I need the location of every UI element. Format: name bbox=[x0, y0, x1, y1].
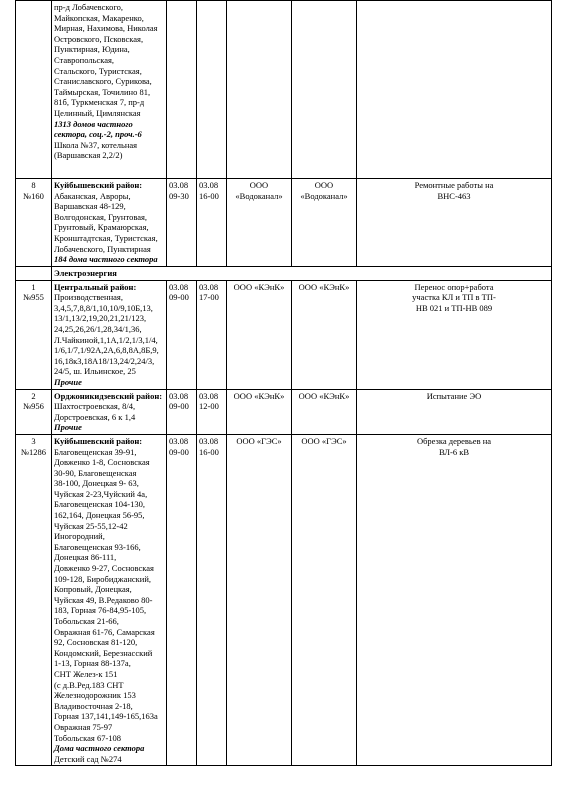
address-line: Чуйская 49, В.Редаково 80- bbox=[54, 594, 153, 605]
end-time: 12-00 bbox=[199, 401, 219, 412]
start-date: 03.08 bbox=[169, 281, 189, 292]
work-description-cell bbox=[357, 179, 552, 267]
work-description-cell bbox=[357, 434, 552, 765]
housing-note: Прочие bbox=[54, 422, 82, 433]
contractor-name: ООО bbox=[314, 180, 334, 190]
start-time-cell bbox=[167, 179, 197, 267]
end-time-cell bbox=[197, 1, 227, 179]
request-id: №1286 bbox=[20, 446, 47, 457]
end-date: 03.08 bbox=[199, 390, 219, 401]
address-line: 30-90, Благовещенская bbox=[54, 467, 137, 478]
work-description: Обрезка деревьев на bbox=[416, 435, 492, 446]
end-date: 03.08 bbox=[199, 435, 219, 446]
address-line: Л.Чайкиной,1,1А,1/2,1/3,1/4, bbox=[54, 334, 158, 345]
work-description: Испытание ЭО bbox=[426, 390, 482, 401]
contractor-name: ООО «КЭнК» bbox=[298, 390, 350, 401]
contractor-cell bbox=[292, 389, 357, 434]
work-description: Ремонтные работы на bbox=[414, 180, 494, 190]
request-id: №956 bbox=[23, 401, 44, 412]
address-line: Станиславского, Сурикова, bbox=[54, 76, 152, 87]
address-line: Чуйская 25-55,12-42 bbox=[54, 520, 128, 531]
address-line: Овражная 61-76, Самарская bbox=[54, 626, 155, 637]
address-line: Железнодорожник 153 bbox=[54, 690, 136, 701]
address-line: Школа №37, котельная bbox=[54, 139, 138, 150]
organization-cell bbox=[227, 280, 292, 389]
table-row bbox=[16, 179, 552, 267]
work-description-cell bbox=[357, 389, 552, 434]
address-line: Пунктирная, Юдина, bbox=[54, 44, 130, 55]
start-time: 09-00 bbox=[169, 401, 189, 412]
row-number-cell bbox=[16, 267, 52, 281]
district-name: Куйбышевский район: bbox=[54, 180, 143, 190]
address-cell bbox=[52, 280, 167, 389]
address-line: Варшавская 48-129, bbox=[54, 201, 126, 212]
address-line: (с д.В.Ред.183 СНТ bbox=[54, 679, 124, 690]
contractor-cell bbox=[292, 179, 357, 267]
district-name: Центральный район: bbox=[54, 281, 137, 292]
request-id: №955 bbox=[23, 292, 44, 303]
housing-note: 1313 домов частного bbox=[54, 118, 133, 129]
contractor-cell bbox=[292, 280, 357, 389]
address-line: Горная 137,141,149-165,163а bbox=[54, 711, 158, 722]
organization-name: ООО bbox=[249, 180, 269, 190]
row-number-cell bbox=[16, 389, 52, 434]
address-line: Таймырская, Точилино 81, bbox=[54, 86, 151, 97]
address-line: Кондомский, Березнасский bbox=[54, 647, 153, 658]
contractor-name: ООО «ГЭС» bbox=[301, 435, 347, 446]
end-time: 16-00 bbox=[199, 190, 219, 201]
organization-cell bbox=[227, 434, 292, 765]
address-line: Майкопская, Макаренко, bbox=[54, 12, 144, 23]
address-line: СНТ Желез-к 151 bbox=[54, 668, 118, 679]
row-number-cell bbox=[16, 280, 52, 389]
end-time-cell bbox=[197, 280, 227, 389]
address-line: 38-100, Донецкая 9- 63, bbox=[54, 478, 139, 489]
end-time-cell bbox=[197, 179, 227, 267]
district-name: Куйбышевский район: bbox=[54, 435, 143, 446]
address-line: 16,18к3,18А18/13,24/2,24/3, bbox=[54, 355, 155, 366]
address-line: 1/6,1/7,1/92А,2А,6,8,8А,8Б,9, bbox=[54, 345, 159, 356]
housing-note: 184 дома частного сектора bbox=[54, 254, 158, 265]
address-line: Овражная 75-97 bbox=[54, 721, 113, 732]
start-date: 03.08 bbox=[169, 180, 189, 190]
end-date: 03.08 bbox=[199, 281, 219, 292]
address-line: Островского, Псковская, bbox=[54, 33, 144, 44]
work-description-cell bbox=[357, 280, 552, 389]
address-line: Шахтостроевская, 8/4, bbox=[54, 401, 136, 412]
work-description: ВНС-463 bbox=[437, 190, 471, 201]
row-number: 8 bbox=[31, 180, 36, 190]
address-line: Донецкая 86-111, bbox=[54, 552, 117, 563]
start-time: 09-30 bbox=[169, 190, 189, 201]
address-line: Довженко 9-27, Сосновская bbox=[54, 563, 154, 574]
address-line: Тобольская 67-108 bbox=[54, 732, 122, 743]
work-description-cell bbox=[357, 1, 552, 179]
address-line: Иногородний, bbox=[54, 531, 105, 542]
table-row bbox=[16, 1, 552, 179]
housing-note: Прочие bbox=[54, 376, 82, 387]
address-line: Кронштадтская, Туристская, bbox=[54, 232, 158, 243]
contractor-cell bbox=[292, 434, 357, 765]
table-row bbox=[16, 280, 552, 389]
address-line: Мирная, Нахимова, Николая bbox=[54, 23, 158, 34]
work-description: участка КЛ и ТП в ТП- bbox=[412, 292, 496, 303]
address-line: Целинный, Цимлянская bbox=[54, 107, 141, 118]
row-number-cell bbox=[16, 179, 52, 267]
outage-table bbox=[15, 0, 552, 766]
end-date: 03.08 bbox=[199, 180, 219, 190]
address-line: 24/5, ш. Ильинское, 25 bbox=[54, 366, 136, 377]
address-line: Тобольская 21-66, bbox=[54, 616, 119, 626]
address-cell bbox=[52, 1, 167, 179]
address-line: Копровый, Донецкая, bbox=[54, 584, 132, 595]
address-line: Дорстроевская, 6 к 1,4 bbox=[54, 411, 136, 422]
district-name: Орджоникидзевский район: bbox=[54, 390, 163, 401]
row-number: 1 bbox=[31, 281, 36, 292]
housing-note: Дома частного сектора bbox=[54, 743, 145, 754]
section-title: Электроэнергия bbox=[54, 268, 117, 278]
address-line: Детский сад №274 bbox=[54, 753, 122, 764]
address-line: 1-13, Горная 88-137а, bbox=[54, 658, 131, 669]
start-date: 03.08 bbox=[169, 390, 189, 401]
section-row bbox=[16, 267, 552, 281]
address-cell bbox=[52, 179, 167, 267]
organization-name: ООО «ГЭС» bbox=[236, 435, 282, 446]
contractor-name: ООО «КЭнК» bbox=[298, 281, 350, 292]
address-line: Лобачевского, Пунктирная bbox=[54, 243, 151, 254]
end-time: 16-00 bbox=[199, 446, 219, 457]
address-line: Ставропольская, bbox=[54, 54, 115, 65]
organization-cell bbox=[227, 1, 292, 179]
address-line: Благовещенская 39-91, bbox=[54, 446, 137, 457]
table-row bbox=[16, 434, 552, 765]
address-line: 183, Горная 76-84,95-105, bbox=[54, 605, 147, 616]
section-header bbox=[52, 267, 552, 281]
start-time: 09-00 bbox=[169, 292, 189, 303]
organization-name: ООО «КЭнК» bbox=[233, 390, 285, 401]
address-line: 13/1,13/2,19,20,21,21/123, bbox=[54, 313, 147, 324]
address-line: Волгодонская, Грунтовая, bbox=[54, 211, 148, 222]
start-time-cell bbox=[167, 434, 197, 765]
start-time-cell bbox=[167, 1, 197, 179]
row-number-cell bbox=[16, 1, 52, 179]
organization-cell bbox=[227, 389, 292, 434]
work-description: Перенос опор+работа bbox=[414, 281, 494, 292]
organization-cell bbox=[227, 179, 292, 267]
address-line: 109-128, Биробиджанский, bbox=[54, 573, 152, 584]
address-line: Благовещенская 104-130, bbox=[54, 499, 145, 510]
address-cell bbox=[52, 434, 167, 765]
start-time-cell bbox=[167, 280, 197, 389]
address-line: Благовещенская 93-166, bbox=[54, 541, 141, 552]
row-number-cell bbox=[16, 434, 52, 765]
start-time-cell bbox=[167, 389, 197, 434]
address-line: 162,164, Донецкая 56-95, bbox=[54, 510, 145, 521]
row-number: 2 bbox=[31, 390, 36, 401]
address-line: Владивосточная 2-18, bbox=[54, 700, 133, 711]
address-line: 24,25,26,26/1,28,34/1,36, bbox=[54, 323, 142, 334]
work-description: НВ 021 и ТП-НВ 089 bbox=[415, 302, 493, 313]
contractor-cell bbox=[292, 1, 357, 179]
address-line: 3,4,5,7,8,8/1,10,10/9,10Б,13, bbox=[54, 302, 153, 313]
address-line: Довженко 1-8, Сосновская bbox=[54, 457, 150, 468]
row-number: 3 bbox=[31, 435, 36, 446]
address-line: Абаканская, Авроры, bbox=[54, 190, 131, 201]
start-date: 03.08 bbox=[169, 435, 189, 446]
address-line: пр-д Лобачевского, bbox=[54, 2, 124, 12]
start-time: 09-00 bbox=[169, 446, 189, 457]
table-row bbox=[16, 389, 552, 434]
end-time-cell bbox=[197, 389, 227, 434]
address-line: Стальского, Туристская, bbox=[54, 65, 142, 76]
address-cell bbox=[52, 389, 167, 434]
request-id: №160 bbox=[23, 190, 44, 201]
address-line: 81б, Туркменская 7, пр-д bbox=[54, 97, 145, 108]
address-line: Чуйская 2-23,Чуйский 4а, bbox=[54, 488, 148, 499]
work-description: ВЛ-6 кВ bbox=[438, 446, 470, 457]
end-time: 17-00 bbox=[199, 292, 219, 303]
contractor-name: «Водоканал» bbox=[300, 190, 348, 201]
address-line: Производственная, bbox=[54, 292, 123, 303]
address-line: 92, Сосновская 81-120, bbox=[54, 637, 138, 648]
organization-name: «Водоканал» bbox=[235, 190, 283, 201]
housing-note: сектора, соц.-2, проч.-6 bbox=[54, 129, 142, 140]
address-line: Грунтовый, Крамаюрская, bbox=[54, 222, 149, 233]
address-line: (Варшавская 2,2/2) bbox=[54, 150, 123, 161]
organization-name: ООО «КЭнК» bbox=[233, 281, 285, 292]
end-time-cell bbox=[197, 434, 227, 765]
